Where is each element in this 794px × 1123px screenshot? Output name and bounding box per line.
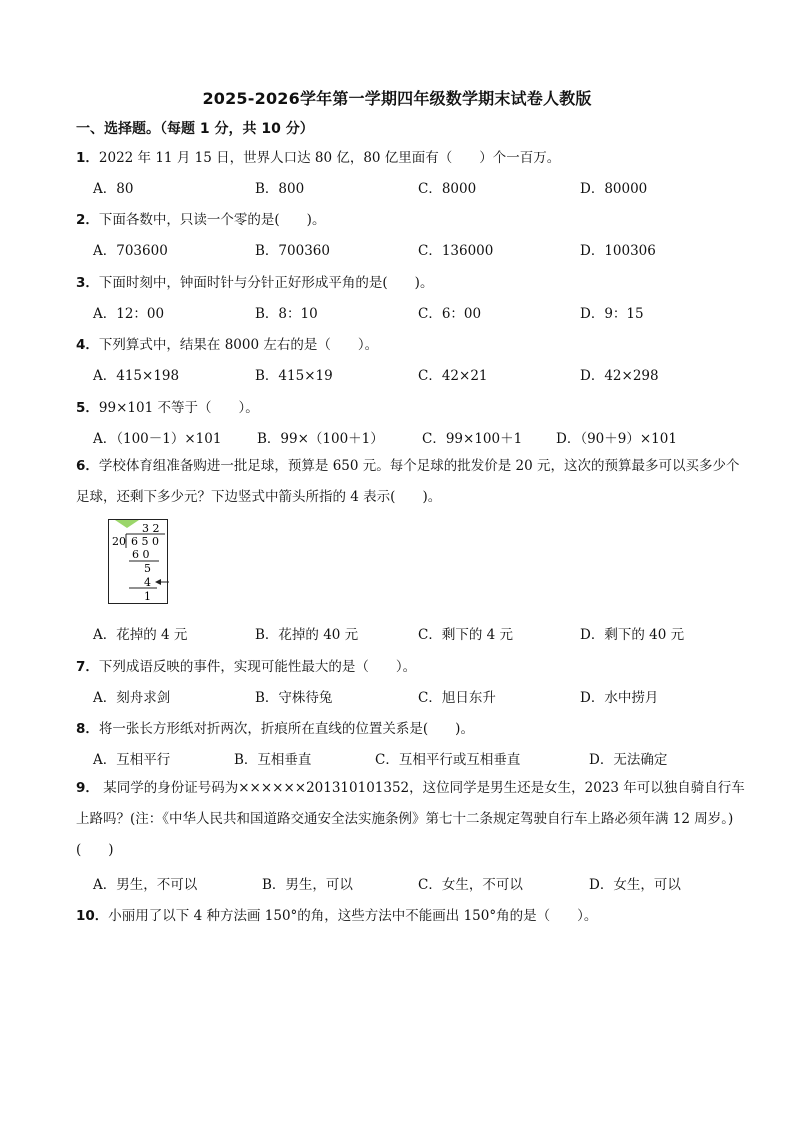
option-d[interactable]: D．9：15 bbox=[580, 306, 644, 322]
option-c[interactable]: C．8000 bbox=[418, 181, 477, 197]
question-text: 某同学的身份证号码为××××××201310101352，这位同学是男生还是女生，2023 年可以独自骑自行车上路吗？(注：《中华人民共和国道路交通安全法实施条例》第七十二条规定驾驶自行车上路必须年满 12 周岁。)( ) bbox=[76, 780, 745, 858]
question-text: 99×101 不等于（ ）。 bbox=[98, 400, 259, 416]
long-division-figure bbox=[108, 519, 168, 604]
question-7 bbox=[76, 655, 416, 675]
option-d[interactable]: D．（90＋9）×101 bbox=[556, 431, 677, 447]
question-text: 2022 年 11 月 15 日，世界人口达 80 亿，80 亿里面有（ ）个一百万。 bbox=[98, 150, 561, 166]
question-number: 4． bbox=[76, 337, 99, 353]
option-d[interactable]: D．无法确定 bbox=[589, 752, 668, 768]
option-a[interactable]: A．（100－1）×101 bbox=[93, 431, 222, 447]
option-c[interactable]: C．136000 bbox=[418, 243, 494, 259]
question-text: 下面时刻中，钟面时针与分针正好形成平角的是( )。 bbox=[98, 275, 434, 291]
option-c[interactable]: C．女生，不可以 bbox=[418, 877, 523, 893]
option-d[interactable]: D．水中捞月 bbox=[580, 690, 659, 706]
corner-mark-icon bbox=[115, 520, 139, 528]
option-a[interactable]: A．刻舟求剑 bbox=[93, 690, 171, 706]
question-text: 下列成语反映的事件，实现可能性最大的是（ ）。 bbox=[98, 659, 417, 675]
question-3 bbox=[76, 271, 433, 291]
option-c[interactable]: C．旭日东升 bbox=[418, 690, 496, 706]
question-8 bbox=[76, 717, 474, 737]
section-heading: 一、选择题。（每题 1 分，共 10 分） bbox=[76, 121, 314, 137]
quotient: 3 2 bbox=[142, 522, 160, 535]
question-text: 小丽用了以下 4 种方法画 150°的角，这些方法中不能画出 150°角的是（ ）。 bbox=[108, 908, 598, 924]
page-title: 2025-2026学年第一学期四年级数学期末试卷人教版 bbox=[202, 89, 592, 108]
option-d[interactable]: D．80000 bbox=[580, 181, 648, 197]
option-b[interactable]: B．男生，可以 bbox=[262, 877, 353, 893]
option-c[interactable]: C．6：00 bbox=[418, 306, 482, 322]
question-number: 3． bbox=[76, 275, 99, 291]
question-6 bbox=[76, 451, 748, 513]
arrow-left-icon bbox=[155, 579, 161, 585]
step-product-1: 6 0 bbox=[132, 548, 150, 561]
option-a[interactable]: A．80 bbox=[93, 181, 134, 197]
option-b[interactable]: B．花掉的 40 元 bbox=[255, 627, 359, 643]
question-10 bbox=[76, 904, 597, 924]
option-c[interactable]: C．42×21 bbox=[418, 368, 488, 384]
question-text: 学校体育组准备购进一批足球，预算是 650 元。每个足球的批发价是 20 元，这次的预算最多可以买多少个足球，还剩下多少元？下边竖式中箭头所指的 4 表示( )。 bbox=[76, 458, 740, 505]
option-b[interactable]: B．700360 bbox=[255, 243, 330, 259]
option-a[interactable]: A．男生，不可以 bbox=[93, 877, 198, 893]
option-a[interactable]: A．互相平行 bbox=[93, 752, 171, 768]
option-d[interactable]: D．42×298 bbox=[580, 368, 659, 384]
step-remainder-1: 5 bbox=[144, 562, 151, 575]
question-number: 9． bbox=[76, 780, 99, 796]
step-product-2: 4 bbox=[144, 576, 151, 589]
question-9 bbox=[76, 773, 748, 866]
option-b[interactable]: B．8：10 bbox=[255, 306, 318, 322]
option-a[interactable]: A．415×198 bbox=[93, 368, 180, 384]
option-d[interactable]: D．100306 bbox=[580, 243, 656, 259]
option-d[interactable]: D．女生，可以 bbox=[589, 877, 681, 893]
question-number: 8． bbox=[76, 721, 99, 737]
option-a[interactable]: A．703600 bbox=[93, 243, 168, 259]
option-a[interactable]: A．花掉的 4 元 bbox=[93, 627, 188, 643]
question-5 bbox=[76, 396, 259, 416]
question-1 bbox=[76, 146, 560, 166]
final-remainder: 1 bbox=[144, 590, 151, 603]
question-number: 10． bbox=[76, 908, 109, 924]
option-c[interactable]: C．剩下的 4 元 bbox=[418, 627, 514, 643]
question-text: 下面各数中，只读一个零的是( )。 bbox=[98, 212, 326, 228]
option-d[interactable]: D．剩下的 40 元 bbox=[580, 627, 685, 643]
option-a[interactable]: A．12：00 bbox=[93, 306, 165, 322]
option-b[interactable]: B．互相垂直 bbox=[234, 752, 312, 768]
option-c[interactable]: C．99×100＋1 bbox=[422, 431, 523, 447]
divisor: 20 bbox=[112, 535, 126, 548]
question-number: 1． bbox=[76, 150, 99, 166]
question-4 bbox=[76, 333, 378, 353]
question-text: 下列算式中，结果在 8000 左右的是（ ）。 bbox=[98, 337, 379, 353]
option-b[interactable]: B．99×（100＋1） bbox=[257, 431, 384, 447]
question-text: 将一张长方形纸对折两次，折痕所在直线的位置关系是( )。 bbox=[98, 721, 474, 737]
question-number: 6． bbox=[76, 458, 99, 474]
question-2 bbox=[76, 208, 325, 228]
dividend: 6 5 0 bbox=[131, 535, 159, 548]
question-number: 5． bbox=[76, 400, 99, 416]
question-number: 2． bbox=[76, 212, 99, 228]
option-b[interactable]: B．守株待兔 bbox=[255, 690, 333, 706]
question-number: 7． bbox=[76, 659, 99, 675]
option-b[interactable]: B．800 bbox=[255, 181, 305, 197]
option-c[interactable]: C．互相平行或互相垂直 bbox=[375, 752, 521, 768]
option-b[interactable]: B．415×19 bbox=[255, 368, 333, 384]
